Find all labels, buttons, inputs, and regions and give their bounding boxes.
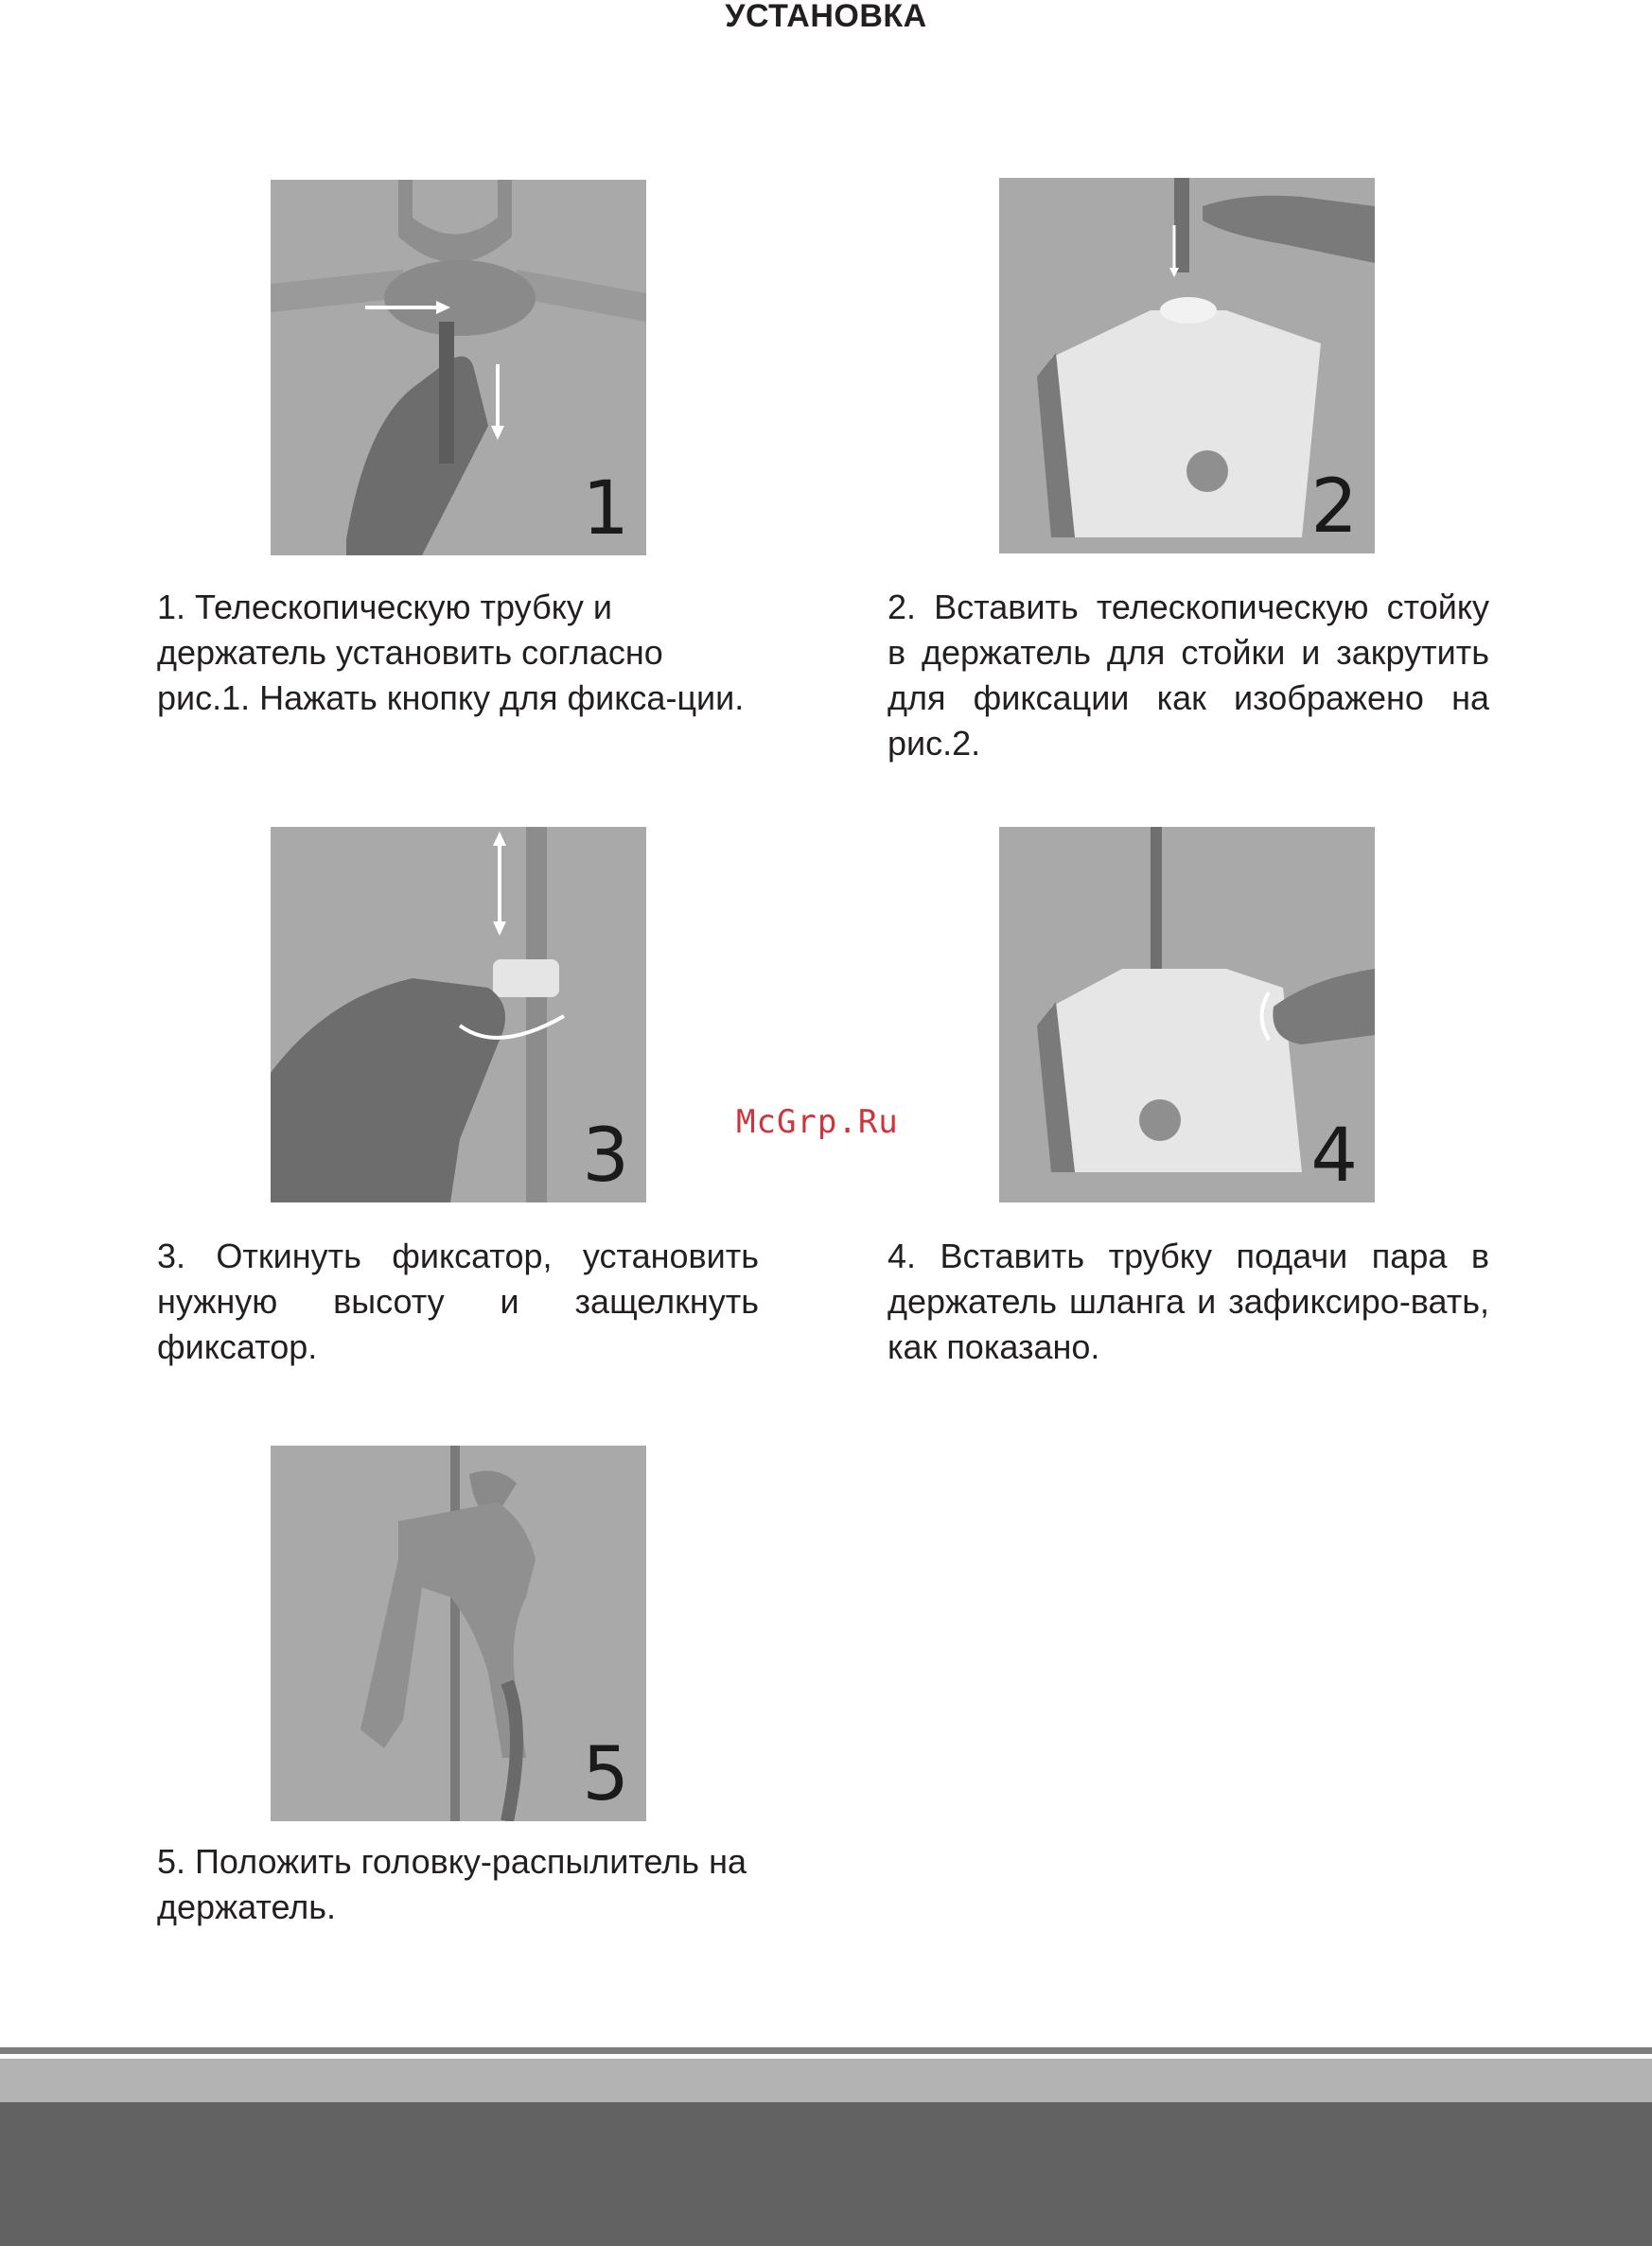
watermark: McGrp.Ru xyxy=(736,1103,899,1141)
step-3-photo xyxy=(271,827,646,1202)
step-1-number: 1 xyxy=(582,466,629,552)
step-5-number: 5 xyxy=(582,1732,629,1817)
step-5-photo xyxy=(271,1446,646,1821)
step-2-number: 2 xyxy=(1310,465,1358,550)
step-5-caption: 5. Положить головку-распылитель на держатель. xyxy=(157,1842,747,1926)
step-1-photo xyxy=(271,180,646,555)
step-3-caption: 3. Откинуть фиксатор, установить нужную высоту и защелкнуть фиксатор. xyxy=(157,1237,759,1366)
step-2-caption: 2. Вставить телескопическую стойку в держатель для стойки и закрутить для фиксации как изображено на рис.2. xyxy=(888,588,1489,763)
step-3-number: 3 xyxy=(582,1114,629,1199)
footer-light-stripe xyxy=(0,2059,1652,2102)
step-1-caption: 1. Телескопическую трубку и держатель установить согласно рис.1. Нажать кнопку для фикса-ции. xyxy=(157,588,745,717)
footer-band xyxy=(0,2102,1652,2246)
step-4-photo xyxy=(999,827,1375,1202)
step-2-photo xyxy=(999,178,1375,553)
page-title: УСТАНОВКА xyxy=(725,0,927,34)
footer-rule xyxy=(0,2047,1652,2054)
step-4-caption: 4. Вставить трубку подачи пара в держатель шланга и зафиксиро-вать, как показано. xyxy=(888,1237,1489,1366)
step-4-number: 4 xyxy=(1310,1114,1358,1199)
